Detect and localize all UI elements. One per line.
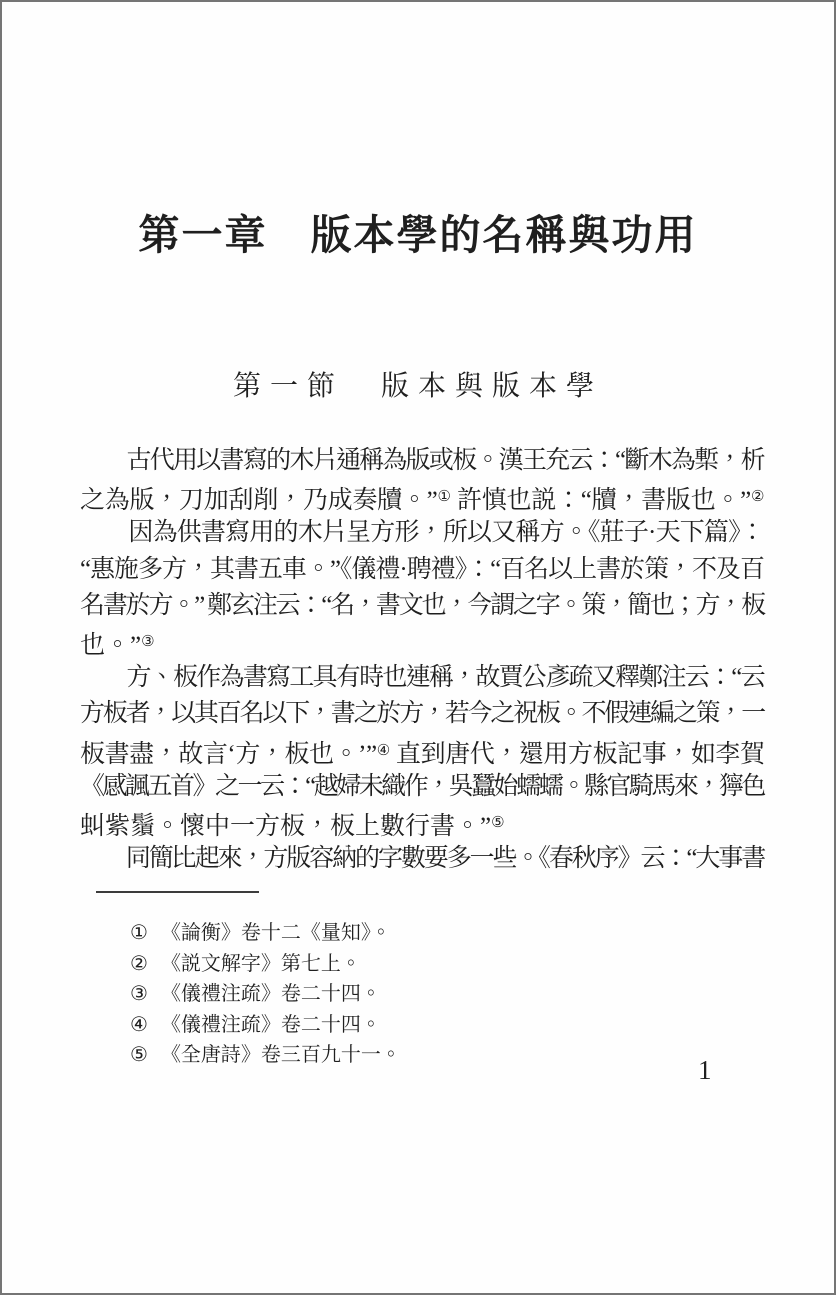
text-run: 直到唐代，還用方板記事，如李賀 [390,740,765,768]
footnote-item [130,1010,401,1041]
body-line [80,841,764,877]
text-run: 方、板作為書寫工具有時也連稱，故賈公彥疏又釋鄭注云：“云 [80,664,764,692]
footnote-text: 《説文解字》第七上。 [160,952,361,975]
body-line [80,552,764,588]
footnote-item [130,1040,401,1071]
text-run: 虯紫鬚。懷中一方板，板上數行書。” [80,812,492,840]
body-line [80,515,764,551]
text-run: 《感諷五首》之一云：“越婦未織作，吳蠶始蠕蠕。縣官騎馬來，獰色 [80,772,764,800]
text-run: 名書於方。” 鄭玄注云：“名，書文也，今謂之字。策，簡也；方，板 [80,591,765,619]
page-number: 1 [698,1055,712,1085]
text-run: 因為供書寫用的木片呈方形，所以又稱方。《莊子·天下篇》： [80,519,765,547]
footnote-ref-mark: ③ [141,633,155,650]
body-line [80,733,764,769]
text-run: “惠施多方，其書五車。”《儀禮·聘禮》：“百名以上書於策，不及百 [80,555,764,583]
footnote-number: ③ [130,983,148,1006]
text-run: 同簡比起來，方版容納的字數要多一些。《春秋序》云：“大事書 [80,845,765,873]
footnote-ref-mark: ① [437,489,451,506]
body-line [80,660,764,696]
footnote-text: 《儀禮注疏》卷二十四。 [160,983,381,1006]
body-line [80,479,764,515]
footnote-item [130,949,401,980]
footnote-item [130,979,401,1010]
body-line-text [80,515,764,551]
body-line-text [80,552,764,588]
chapter-title: 第一章 版本學的名稱與功用 [138,212,698,258]
text-run: 古代用以書寫的木片通稱為版或板。漢王充云：“斷木為槧，析 [80,447,764,474]
body-line-text [80,769,764,805]
body-line [80,624,764,660]
footnote-text: 《全唐詩》卷三百九十一。 [160,1044,401,1067]
body-line-text [80,841,764,877]
body-line-text [80,696,764,732]
body-line-text [80,588,764,624]
footnote-ref-mark: ④ [376,742,391,759]
footnote-text: 《論衡》卷十二《量知》。 [160,922,391,944]
text-run: 方板者，以其百名以下，書之於方，若今之祝板。不假連編之策，一 [80,700,765,728]
body-line [80,588,764,624]
footnote-number: ① [130,922,148,944]
footnote-list [130,918,401,1071]
text-run: 許慎也説：“牘，書版也。” [450,487,752,515]
footnote-number: ⑤ [130,1044,148,1067]
footnote-number: ② [130,952,148,975]
body-line [80,769,764,805]
body-line-text [80,660,764,696]
body-line-text [80,733,765,773]
footnote-ref-mark: ⑤ [491,814,505,831]
body-text [80,443,764,877]
body-line-text [80,443,764,479]
body-line [80,805,764,841]
body-line [80,696,764,732]
footnote-number: ④ [130,1013,148,1036]
text-run: 板書盡，故言‘方，板也。’” [80,740,377,768]
section-title: 第一節 版本與版本學 [232,371,603,402]
footnote-item [130,918,401,949]
body-line [80,443,764,479]
body-line-text [80,805,505,845]
footnote-divider [96,891,259,893]
body-line-text [80,624,155,664]
footnote-ref-mark: ② [751,489,765,506]
body-line-text [80,479,765,519]
text-run: 之為版，刀加刮削，乃成奏牘。” [80,487,438,515]
footnote-text: 《儀禮注疏》卷二十四。 [160,1013,381,1036]
text-run: 也。” [80,631,142,659]
